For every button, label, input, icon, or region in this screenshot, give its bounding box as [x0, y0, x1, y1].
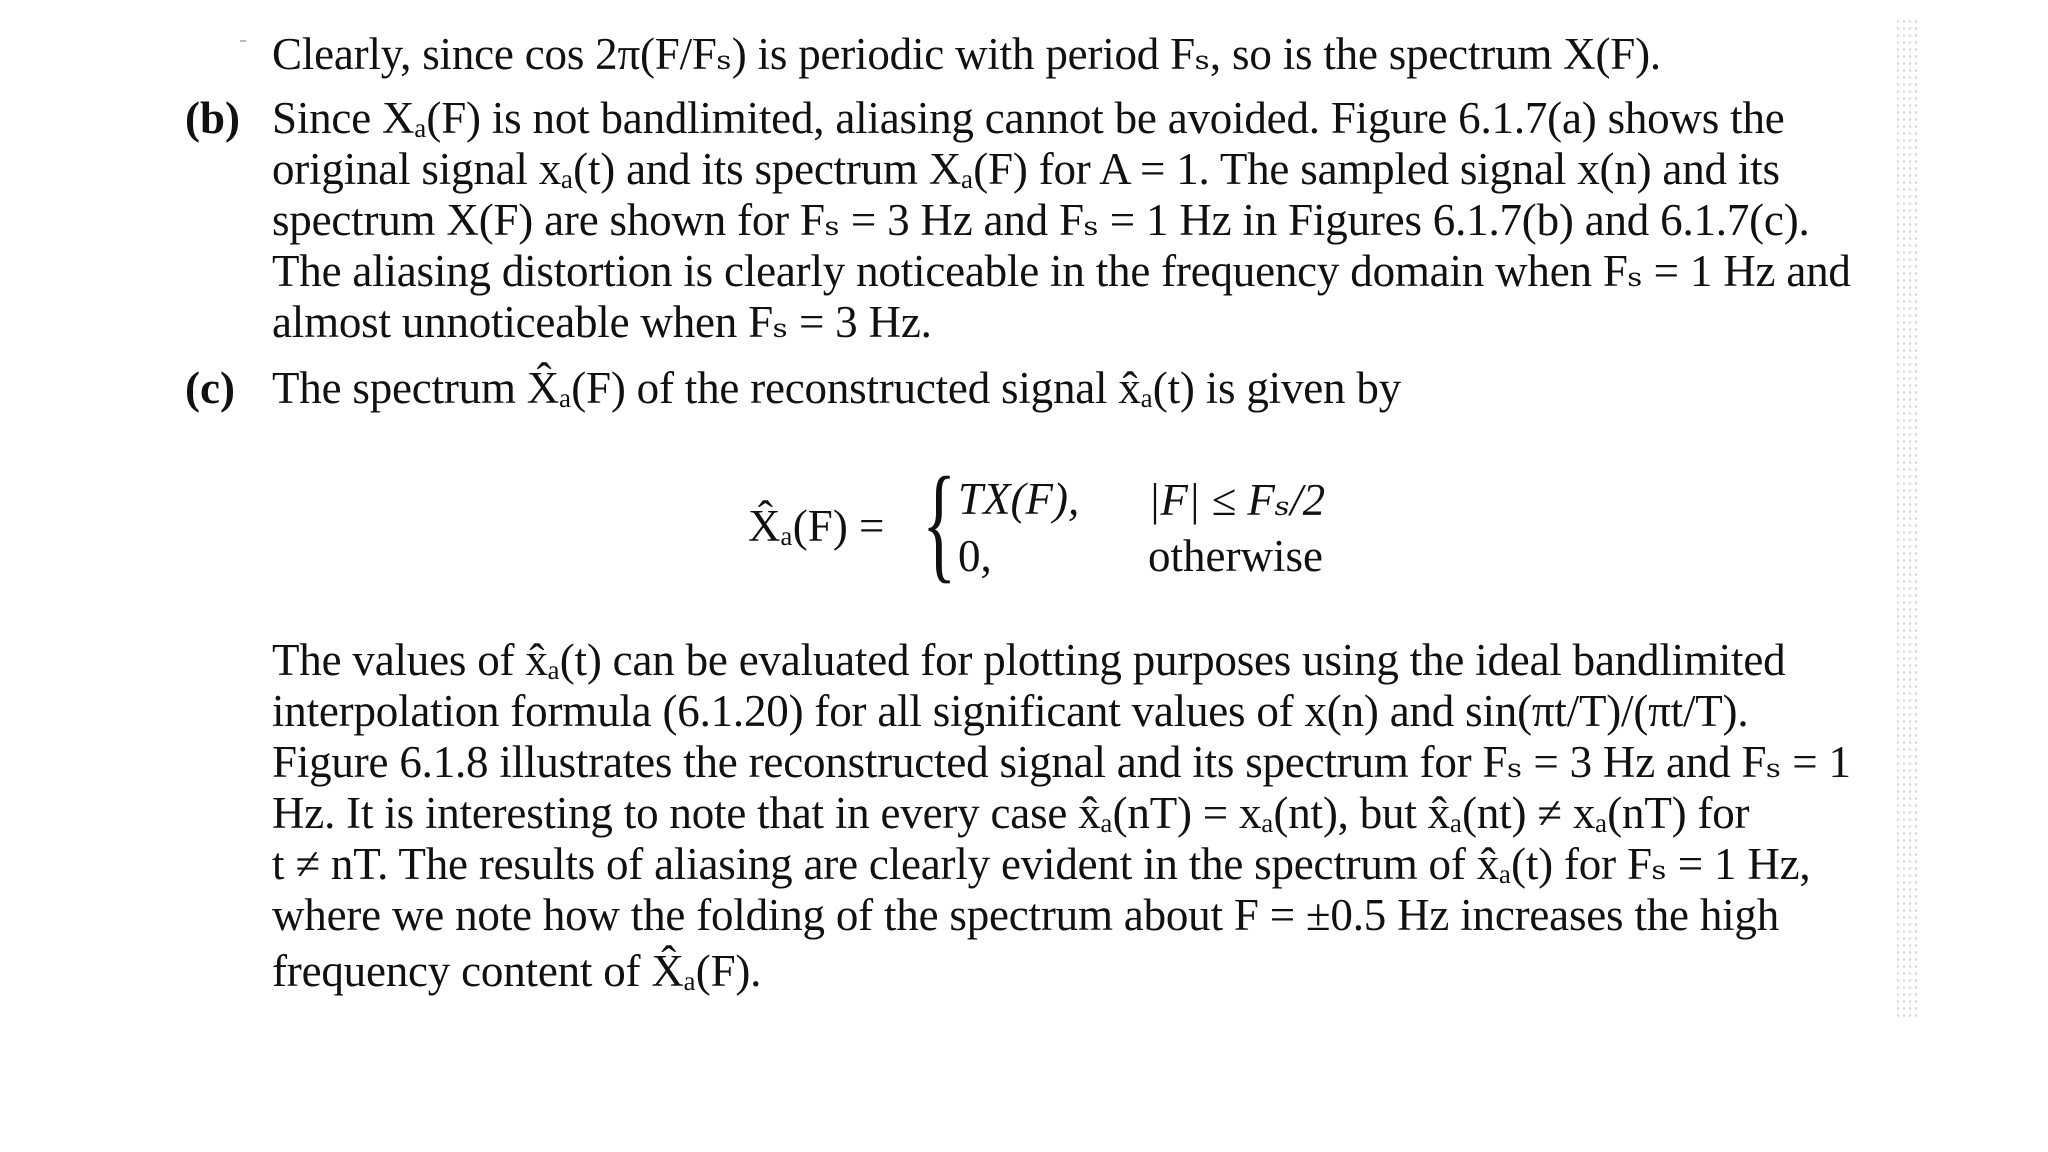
equation-brace: {: [922, 451, 957, 595]
part-c-line-5: t ≠ nT. The results of aliasing are clearly evident in the spectrum of x̂ₐ(t) for Fₛ = 1 Hz,: [272, 839, 1811, 889]
part-c-line-2: interpolation formula (6.1.20) for all significant values of x(n) and sin(πt/T)/(πt/T).: [272, 686, 1749, 736]
part-c-line-6: where we note how the folding of the spectrum about F = ±0.5 Hz increases the high: [272, 890, 1780, 940]
scan-edge-dots: [1895, 18, 1917, 1018]
part-b-label: (b): [185, 93, 240, 143]
margin-mark: [240, 40, 246, 42]
part-c-line-7: frequency content of X̂ₐ(F).: [272, 946, 762, 996]
part-c-intro: The spectrum X̂ₐ(F) of the reconstructed signal x̂ₐ(t) is given by: [272, 363, 1402, 413]
part-b-line-4: The aliasing distortion is clearly noticeable in the frequency domain when Fₛ = 1 Hz and: [272, 246, 1851, 296]
part-b-line-2: original signal xₐ(t) and its spectrum Xₐ(F) for A = 1. The sampled signal x(n) and its: [272, 144, 1780, 194]
equation-case1-condition: |F| ≤ Fₛ/2: [1148, 475, 1326, 525]
part-b-line-3: spectrum X(F) are shown for Fₛ = 3 Hz and Fₛ = 1 Hz in Figures 6.1.7(b) and 6.1.7(c).: [272, 195, 1810, 245]
part-c-line-4: Hz. It is interesting to note that in every case x̂ₐ(nT) = xₐ(nt), but x̂ₐ(nt) ≠ xₐ(nT) for: [272, 788, 1750, 838]
equation-lhs: X̂ₐ(F) =: [748, 501, 885, 551]
part-c-label: (c): [185, 363, 235, 413]
part-c-line-3: Figure 6.1.8 illustrates the reconstructed signal and its spectrum for Fₛ = 3 Hz and Fₛ = 1: [272, 737, 1851, 787]
part-b-line-1: Since Xₐ(F) is not bandlimited, aliasing cannot be avoided. Figure 6.1.7(a) shows the: [272, 93, 1785, 143]
equation-case2-condition: otherwise: [1148, 531, 1323, 581]
intro-line: Clearly, since cos 2π(F/Fₛ) is periodic with period Fₛ, so is the spectrum X(F).: [272, 29, 1661, 79]
part-b-line-5: almost unnoticeable when Fₛ = 3 Hz.: [272, 297, 932, 347]
equation-case1-expr: TX(F),: [958, 474, 1080, 524]
part-c-line-1: The values of x̂ₐ(t) can be evaluated for plotting purposes using the ideal bandlimited: [272, 635, 1786, 685]
equation-case2-expr: 0,: [958, 531, 992, 581]
